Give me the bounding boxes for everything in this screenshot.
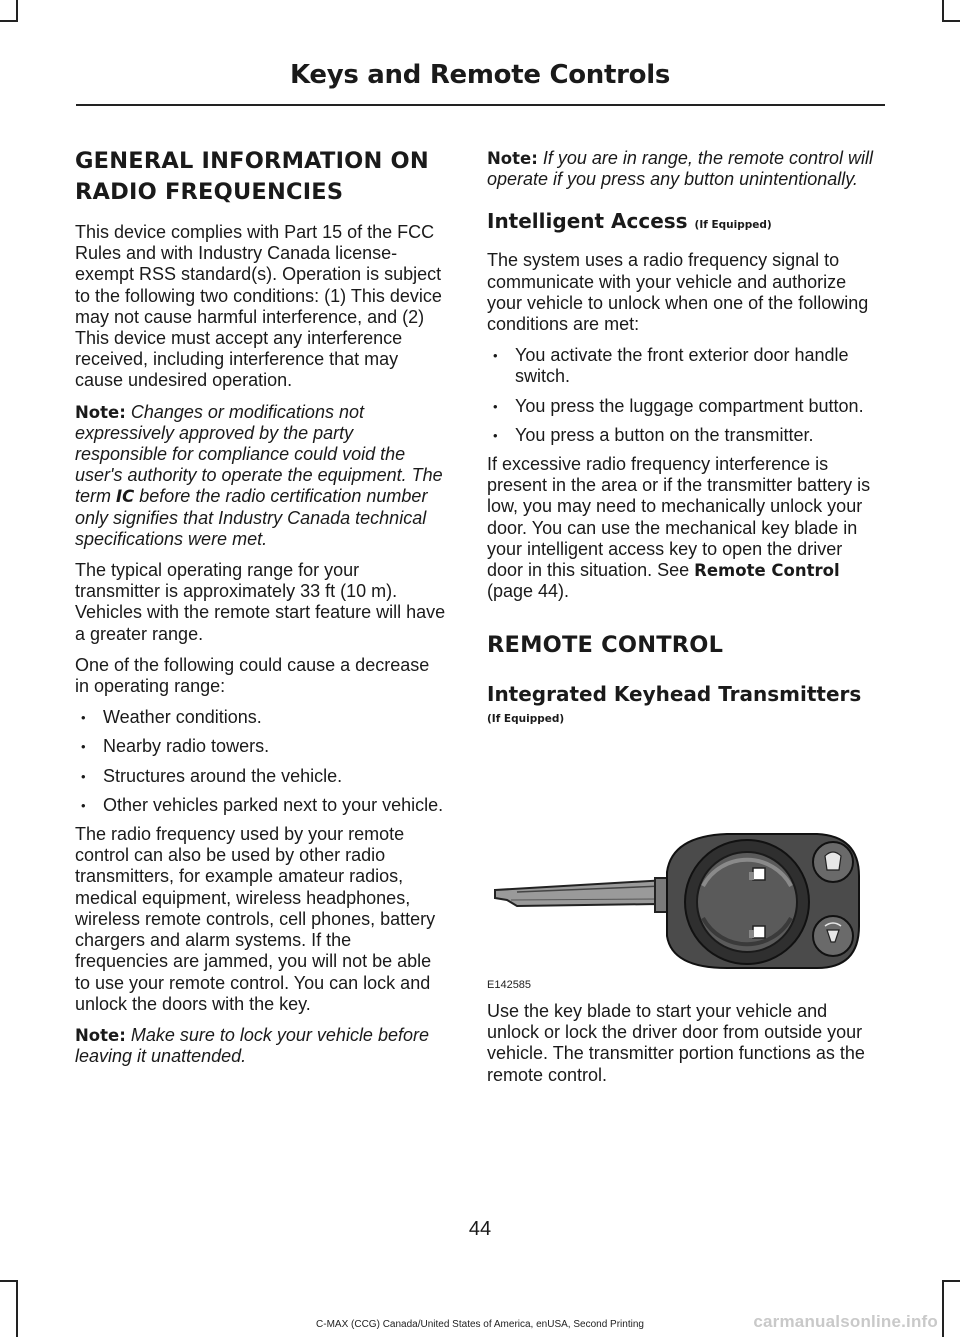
- list-item: • You press a button on the transmitter.: [487, 425, 883, 446]
- note-text: Make sure to lock your vehicle before leaving it unattended.: [75, 1024, 429, 1067]
- note-lock-vehicle: [75, 1025, 447, 1067]
- list-item: • Structures around the vehicle.: [75, 766, 447, 787]
- key-blade-paragraph: Use the key blade to start your vehicle and unlock or lock the driver door from outside your vehicle. The transmitter portion functions as the remote control.: [487, 1001, 865, 1085]
- remote-control-link[interactable]: Remote Control: [694, 561, 840, 581]
- list-item: • You activate the front exterior door handle switch.: [487, 345, 883, 387]
- watermark: carmanualsonline.info: [753, 1312, 938, 1331]
- keyhead-transmitter-figure: [487, 826, 887, 991]
- note-text: If you are in range, the remote control will operate if you press any button unintentionally.: [487, 148, 874, 190]
- note-label: Note:: [75, 1025, 126, 1045]
- if-equipped-tag: (If Equipped): [694, 219, 772, 232]
- ic-term: IC: [116, 487, 135, 507]
- integrated-keyhead-heading: Integrated Keyhead Transmitters: [487, 682, 862, 707]
- list-item: • You press the luggage compartment button.: [487, 396, 883, 417]
- intelligent-access-heading: [487, 208, 883, 238]
- section-heading-radio-frequencies: GENERAL INFORMATION ON RADIO FREQUENCIES: [75, 148, 429, 205]
- crop-mark: [0, 20, 18, 22]
- interference-paragraph: The radio frequency used by your remote control can also be used by other radio transmitters, for example amateur radios, medical equipment, wireless headphones, wireless remote controls, cell phones, battery chargers and alarm systems. If the frequencies are jammed, you will not be able to use your remote control. You can lock and unlock the doors with the key.: [75, 824, 436, 1014]
- heading-text: Intelligent Access: [487, 209, 688, 234]
- crop-mark: [16, 0, 18, 22]
- intelligent-access-paragraph: The system uses a radio frequency signal to communicate with your vehicle and authorize your vehicle to unlock when one of the following conditions are met:: [487, 250, 869, 335]
- footer-text: C-MAX (CCG) Canada/United States of America, enUSA, Second Printing: [316, 1319, 644, 1330]
- note-range: [487, 148, 883, 190]
- range-factors-list: [75, 707, 447, 816]
- crop-mark: [942, 20, 960, 22]
- if-equipped-tag: (If Equipped): [487, 713, 565, 726]
- note-label: Note:: [75, 402, 126, 422]
- crop-mark: [942, 0, 944, 22]
- crop-mark: [0, 1280, 18, 1282]
- remote-control-heading: REMOTE CONTROL: [487, 632, 724, 659]
- note-text: Changes or modifications not expressively approved by the party responsible for compliance could void the user's authority to operate the equipment. The term: [75, 401, 443, 507]
- note-modifications: [75, 402, 447, 550]
- note-text: before the radio certification number only signifies that Industry Canada technical specifications were met.: [75, 486, 428, 549]
- decrease-paragraph: One of the following could cause a decrease in operating range:: [75, 654, 430, 697]
- list-item: • Nearby radio towers.: [75, 736, 447, 757]
- note-label: Note:: [487, 149, 538, 168]
- list-item: • Weather conditions.: [75, 707, 447, 728]
- header-rule: [76, 104, 885, 106]
- crop-mark: [942, 1280, 960, 1282]
- page-number: 44: [468, 1218, 492, 1240]
- right-column: [487, 148, 883, 725]
- unlock-conditions-list: [487, 345, 883, 446]
- figure-id: E142585: [487, 979, 532, 991]
- page-ref: (page 44).: [487, 581, 570, 602]
- page-header-title: Keys and Remote Controls: [290, 60, 670, 90]
- fcc-paragraph: This device complies with Part 15 of the FCC Rules and with Industry Canada license-exempt RSS standard(s). Operation is subject to the following two conditions: (1) This device may not cause harmful interference, and (2) This device must accept any interference received, including interference that may cause undesired operation.: [75, 222, 442, 391]
- interference-unlock-paragraph: [487, 454, 883, 602]
- paragraph-text: If excessive radio frequency interference is present in the area or if the transmitter battery is low, you may need to mechanically unlock your door. You can use the mechanical key blade in your intelligent access key to open the driver door in this situation. See: [487, 454, 871, 581]
- left-column: [75, 146, 447, 1077]
- range-paragraph: The typical operating range for your transmitter is approximately 33 ft (10 m). Vehicles with the remote start feature will have a greater range.: [75, 560, 446, 644]
- list-item: • Other vehicles parked next to your vehicle.: [75, 795, 447, 816]
- key-illustration: [487, 826, 887, 991]
